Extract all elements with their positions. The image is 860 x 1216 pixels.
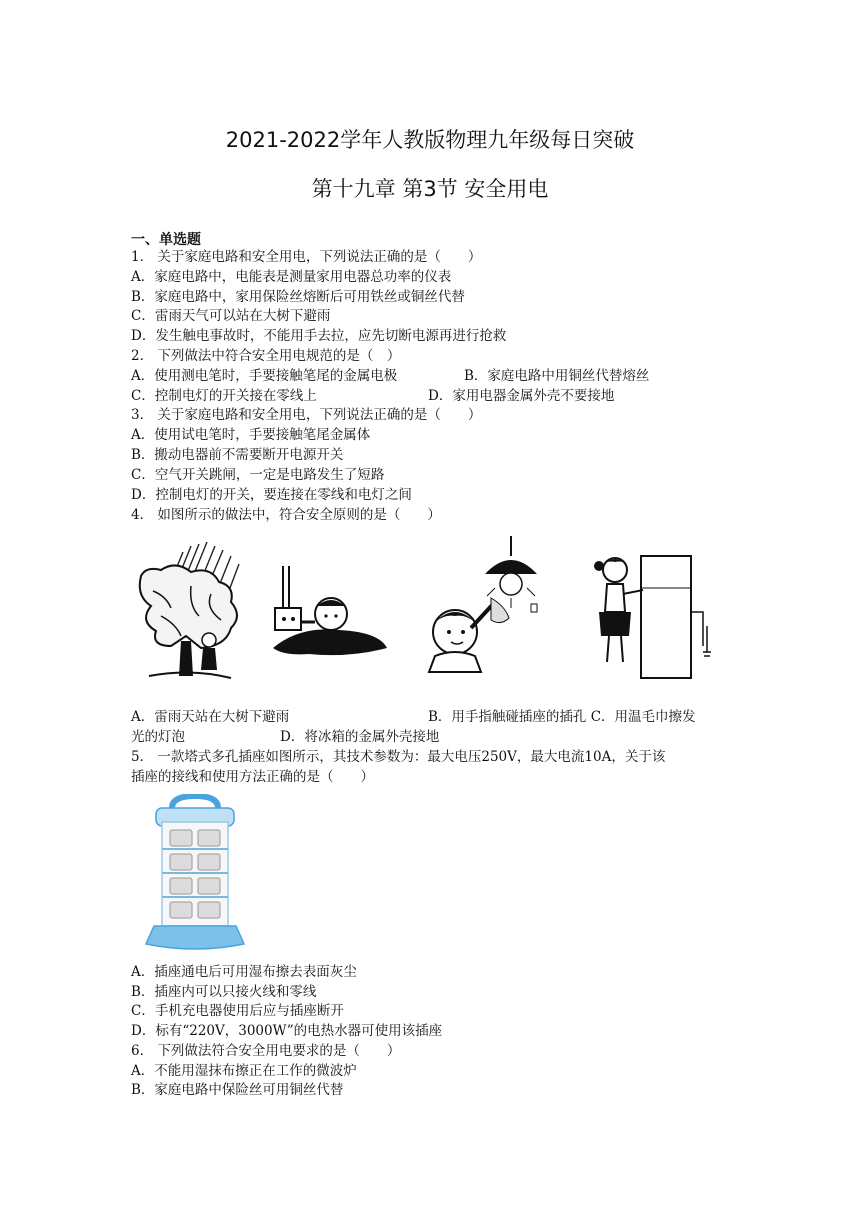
option-1d: D．发生触电事故时，不能用手去拉，应先切断电源再进行抢救 — [131, 328, 507, 344]
question-4: 4． 如图所示的做法中，符合安全原则的是（ ） — [131, 507, 441, 523]
document-title: 2021-2022学年人教版物理九年级每日突破 — [225, 128, 635, 152]
option-2d: D．家用电器金属外壳不要接地 — [428, 388, 615, 404]
option-5a: A．插座通电后可用湿布擦去表面灰尘 — [131, 964, 357, 980]
option-3c: C．空气开关跳闸，一定是电路发生了短路 — [131, 467, 385, 483]
chapter-title: 第十九章 第3节 安全用电 — [311, 177, 549, 201]
option-2b: B．家庭电路中用铜丝代替熔丝 — [464, 368, 650, 384]
option-4a: A．雷雨天站在大树下避雨 — [131, 709, 290, 725]
option-1c: C．雷雨天气可以站在大树下避雨 — [131, 308, 331, 324]
option-5c: C．手机充电器使用后应与插座断开 — [131, 1003, 344, 1019]
option-2a: A．使用测电笔时，手要接触笔尾的金属电极 — [131, 368, 398, 384]
option-6b: B．家庭电路中保险丝可用铜丝代替 — [131, 1082, 344, 1098]
option-6a: A．不能用湿抹布擦正在工作的微波炉 — [131, 1063, 357, 1079]
tree-in-rain-icon — [140, 542, 239, 678]
option-4bc: B．用手指触碰插座的插孔 C．用温毛巾擦发 — [428, 709, 696, 725]
option-4d: D．将冰箱的金属外壳接地 — [280, 729, 440, 745]
option-4c-cont: 光的灯泡 — [131, 729, 185, 745]
q4-figure — [131, 536, 731, 686]
option-5d: D．标有“220V，3000W”的电热水器可使用该插座 — [131, 1023, 443, 1039]
question-3: 3． 关于家庭电路和安全用电，下列说法正确的是（ ） — [131, 407, 482, 423]
option-1a: A．家庭电路中，电能表是测量家用电器总功率的仪表 — [131, 269, 452, 285]
question-5-line2: 插座的接线和使用方法正确的是（ ） — [131, 769, 374, 785]
section-heading: 一、单选题 — [131, 232, 201, 248]
question-2: 2． 下列做法中符合安全用电规范的是（ ） — [131, 348, 401, 364]
option-3b: B．搬动电器前不需要断开电源开关 — [131, 447, 344, 463]
option-1b: B．家庭电路中，家用保险丝熔断后可用铁丝或铜丝代替 — [131, 289, 465, 305]
option-2c: C．控制电灯的开关接在零线上 — [131, 388, 317, 404]
option-5b: B．插座内可以只接火线和零线 — [131, 984, 317, 1000]
question-1: 1． 关于家庭电路和安全用电，下列说法正确的是（ ） — [131, 249, 482, 265]
question-5-line1: 5． 一款塔式多孔插座如图所示，其技术参数为：最大电压250V，最大电流10A，关于该 — [131, 749, 666, 765]
fridge-grounding-icon — [594, 556, 711, 678]
option-3d: D．控制电灯的开关，要连接在零线和电灯之间 — [131, 487, 412, 503]
finger-in-socket-icon — [273, 566, 387, 655]
question-6: 6． 下列做法符合安全用电要求的是（ ） — [131, 1043, 401, 1059]
tower-power-strip-icon — [140, 794, 250, 954]
option-3a: A．使用试电笔时，手要接触笔尾金属体 — [131, 427, 371, 443]
wiping-bulb-icon — [429, 536, 537, 672]
